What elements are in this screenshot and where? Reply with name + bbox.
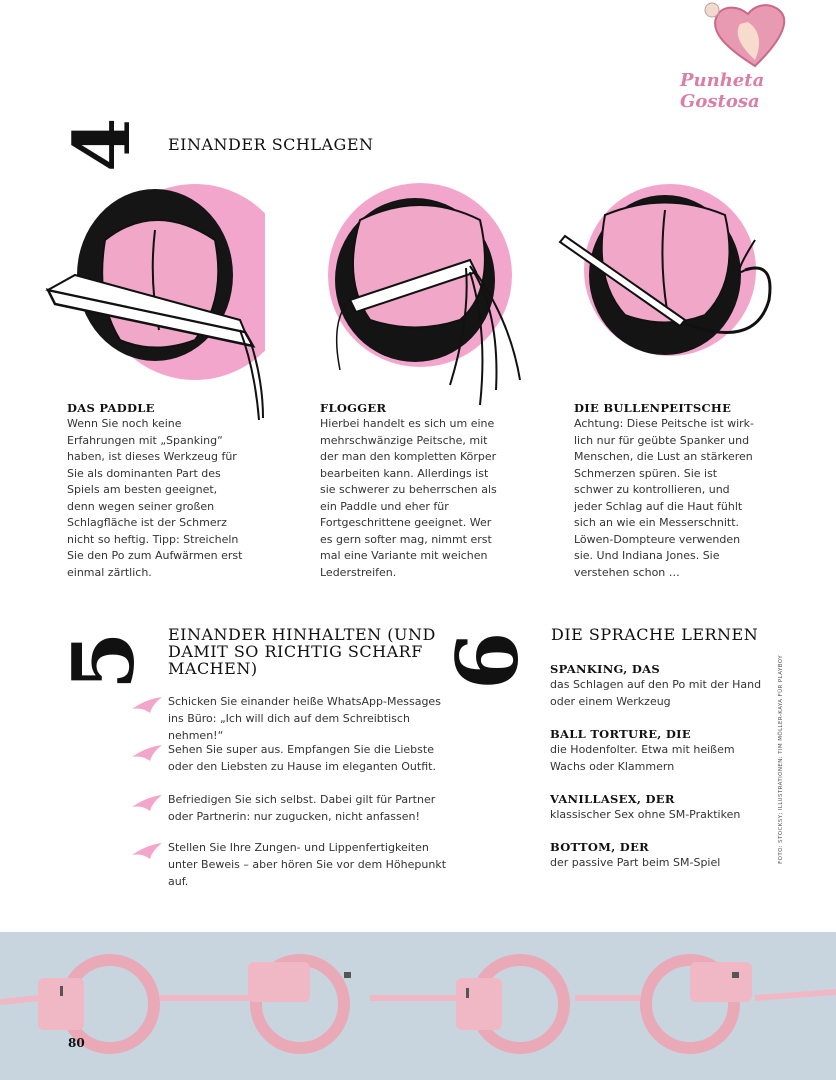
glossary-term: BALL TORTURE, DIE: [550, 727, 691, 741]
flogger-illustration: [320, 180, 540, 430]
glossary-definition: klassischer Sex ohne SM-Praktiken: [550, 808, 741, 821]
big-number-5: 5: [54, 631, 153, 690]
column-heading-flogger: FLOGGER: [320, 401, 387, 415]
tip-item: [130, 839, 450, 888]
pink-arrow-icon: [130, 695, 164, 715]
tip-text: Stellen Sie Ihre Zungen- und Lippenfertigkeiten unter Beweis – aber hören Sie vor dem Höhepunkt auf.: [168, 841, 447, 888]
column-text-paddle: Wenn Sie noch keine Erfahrungen mit „Spanking“ haben, ist dieses Werkzeug für Sie als dominanten Part des Spiels am besten geeignet, denn wegen seiner großen Schlagfläche ist der Schmerz nicht so heftig. Tipp: Streicheln Sie den Po zum Aufwärmen erst einmal zärtlich.: [67, 417, 243, 579]
glossary-definition: der passive Part beim SM-Spiel: [550, 856, 721, 869]
bullwhip-illustration: [555, 180, 780, 430]
big-number-6: 6: [438, 631, 537, 690]
glossary-term: BOTTOM, DER: [550, 840, 650, 854]
tip-text: Befriedigen Sie sich selbst. Dabei gilt für Partner oder Partnerin: nur zugucken, nicht anfassen!: [168, 793, 436, 823]
section-4-title: EINANDER SCHLAGEN: [168, 135, 374, 154]
column-heading-bullwhip: DIE BULLENPEITSCHE: [574, 401, 732, 415]
heart-icon: [700, 0, 800, 72]
section-5-title: EINANDER HINHALTEN (UND DAMIT SO RICHTIG SCHARF MACHEN): [168, 625, 436, 678]
pink-arrow-icon: [130, 841, 164, 861]
page-number: 80: [68, 1036, 85, 1050]
tip-text: Schicken Sie einander heiße WhatsApp-Messages ins Büro: „Ich will dich auf dem Schreibtisch nehmen!“: [168, 695, 441, 742]
photo-credit: FOTO: STOCKSY; ILLUSTRATIONEN: TIM MÖLLER-KAYA FÜR PLAYBOY: [778, 655, 784, 864]
paddle-illustration: [45, 180, 265, 430]
tip-item: [130, 791, 450, 827]
tip-text: Sehen Sie super aus. Empfangen Sie die Liebste oder den Liebsten zu Hause im eleganten Outfit.: [168, 743, 436, 773]
glossary-definition: die Hodenfolter. Etwa mit heißem Wachs oder Klammern: [550, 743, 735, 773]
column-text-bullwhip: Achtung: Diese Peitsche ist wirklich nur für geübte Spanker und Menschen, die Lust an stärkeren Schmerzen spüren. Sie ist schwer zu kontrollieren, und jeder Schlag auf die Haut fühlt sich an wie ein Messerschnitt. Löwen-Dompteure verwenden sie. Und Indiana Jones. Sie verstehen schon …: [574, 417, 755, 579]
watermark-text: Punheta Gostosa: [680, 70, 765, 112]
column-heading-paddle: DAS PADDLE: [67, 401, 155, 415]
tip-item: [130, 741, 450, 777]
pink-arrow-icon: [130, 793, 164, 813]
big-number-4: 4: [57, 117, 148, 172]
section-6-title: DIE SPRACHE LERNEN: [551, 625, 759, 644]
glossary-term: SPANKING, DAS: [550, 662, 660, 676]
column-text-flogger: Hierbei handelt es sich um eine mehrschwänzige Peitsche, mit der man den kompletten Körper bearbeiten kann. Allerdings ist sie schwerer zu beherrschen als ein Paddle und eher für Fortgeschrittene geeignet. Wer es gern softer mag, nimmt erst mal eine Variante mit weichen Lederstreifen.: [320, 417, 497, 579]
glossary-definition: das Schlagen auf den Po mit der Hand oder einem Werkzeug: [550, 678, 762, 708]
handcuffs-photo: [0, 932, 836, 1080]
tip-item: [130, 693, 450, 742]
pink-arrow-icon: [130, 743, 164, 763]
glossary-term: VANILLASEX, DER: [550, 792, 675, 806]
